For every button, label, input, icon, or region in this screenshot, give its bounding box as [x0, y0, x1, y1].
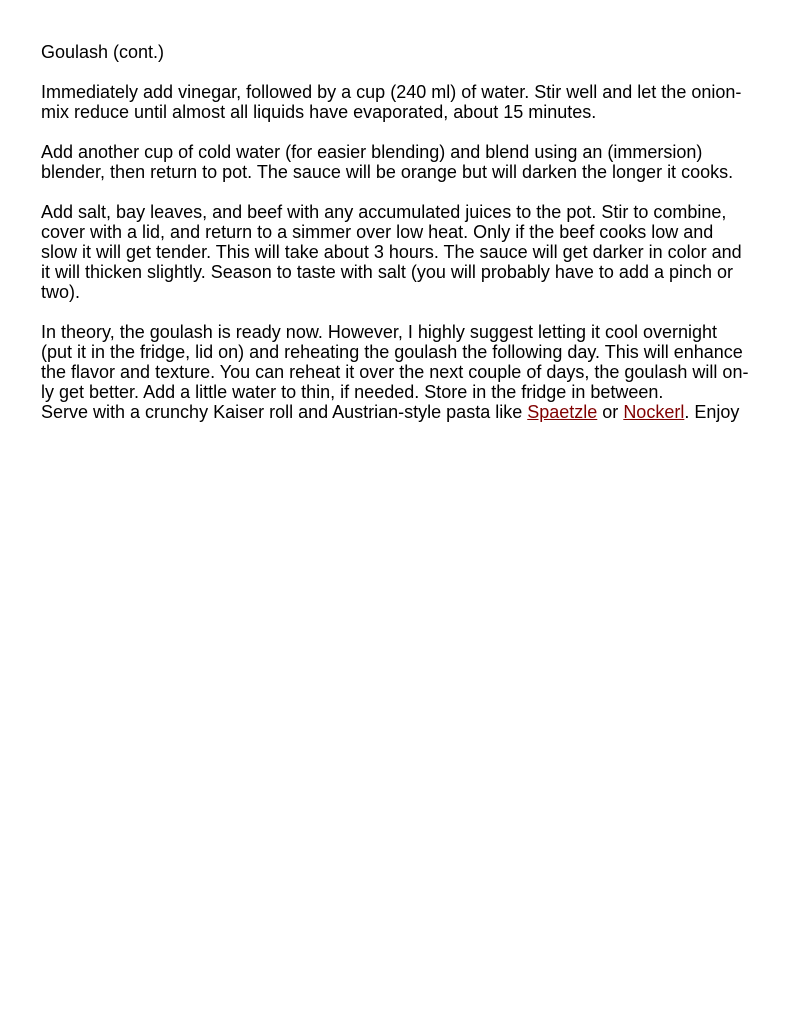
paragraph-line: slow it will get tender. This will take about 3 hours. The sauce will get darker in color and — [41, 242, 742, 262]
paragraph-line: Add salt, bay leaves, and beef with any accumulated juices to the pot. Stir to combine, — [41, 202, 727, 222]
serve-line — [41, 402, 765, 422]
serve-line-suffix: . Enjoy — [684, 402, 740, 422]
serve-line-middle: or — [597, 402, 624, 422]
paragraph-gap — [41, 302, 765, 322]
paragraph-line: In theory, the goulash is ready now. However, I highly suggest letting it cool overnight — [41, 322, 718, 342]
paragraph-rest-overnight — [41, 322, 765, 422]
paragraph-blend — [41, 142, 765, 182]
paragraph-gap — [41, 122, 765, 142]
serve-line-prefix: Serve with a crunchy Kaiser roll and Austrian-style pasta like — [41, 402, 528, 422]
nockerl-link[interactable]: Nockerl — [623, 402, 685, 422]
paragraph-line: Immediately add vinegar, followed by a cup (240 ml) of water. Stir well and let the onion- — [41, 82, 742, 102]
paragraph-line: (put it in the fridge, lid on) and reheating the goulash the following day. This will enhance — [41, 342, 743, 362]
document-page — [41, 42, 765, 422]
paragraph-line: the flavor and texture. You can reheat it over the next couple of days, the goulash will on- — [41, 362, 749, 382]
paragraph-vinegar — [41, 82, 765, 122]
paragraph-gap — [41, 182, 765, 202]
paragraph-line: mix reduce until almost all liquids have evaporated, about 15 minutes. — [41, 102, 597, 122]
paragraph-gap — [41, 62, 765, 82]
document-title: Goulash (cont.) — [41, 42, 165, 62]
paragraph-line: Add another cup of cold water (for easier blending) and blend using an (immersion) — [41, 142, 703, 162]
paragraph-line: two). — [41, 282, 81, 302]
paragraph-line: ly get better. Add a little water to thin, if needed. Store in the fridge in between. — [41, 382, 664, 402]
paragraph-line: cover with a lid, and return to a simmer over low heat. Only if the beef cooks low and — [41, 222, 714, 242]
paragraph-line: it will thicken slightly. Season to taste with salt (you will probably have to add a pinch or — [41, 262, 734, 282]
paragraph-line: blender, then return to pot. The sauce will be orange but will darken the longer it cooks. — [41, 162, 734, 182]
spaetzle-link[interactable]: Spaetzle — [527, 402, 598, 422]
paragraph-simmer — [41, 202, 765, 302]
